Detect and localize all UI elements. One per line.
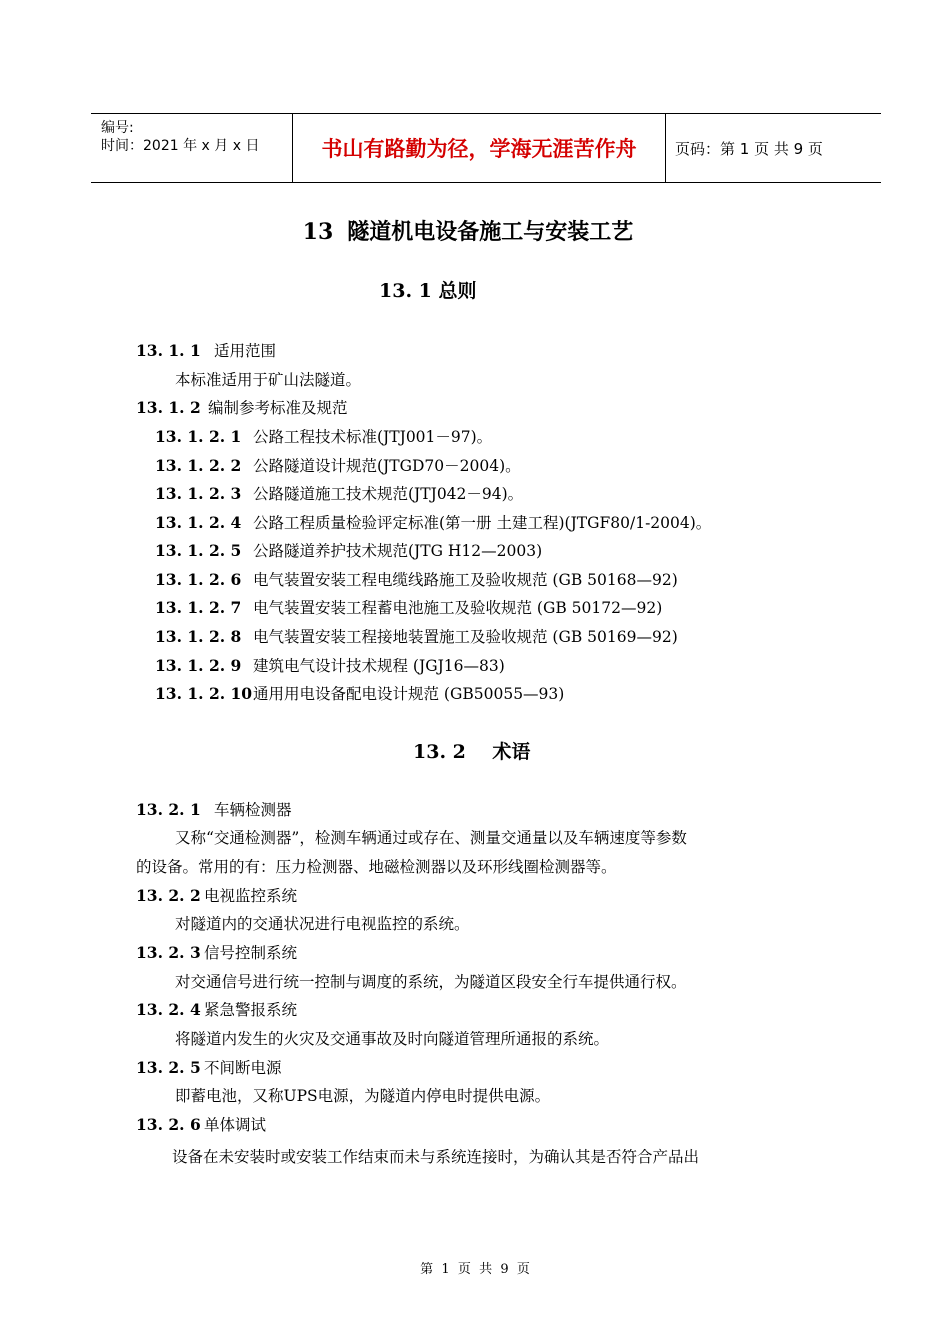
term-title: 电视监控系统 <box>204 887 298 905</box>
term-body: 即蓄电池，又称UPS电源，为隧道内停电时提供电源。 <box>175 1087 551 1105</box>
reference-number: 13. 1. 2. 4 <box>155 513 242 532</box>
reference-text: 电气装置安装工程蓄电池施工及验收规范 (GB 50172—92) <box>253 599 663 617</box>
reference-text: 建筑电气设计技术规程 (JGJ16—83) <box>253 657 505 675</box>
reference-item <box>155 539 542 561</box>
term-heading <box>136 941 297 963</box>
header-meta <box>101 119 259 155</box>
term-body: 对交通信号进行统一控制与调度的系统，为隧道区段安全行车提供通行权。 <box>175 973 687 991</box>
reference-item <box>155 454 521 476</box>
header-motto: 书山有路勤为径，学海无涯苦作舟 <box>321 137 637 161</box>
reference-number: 13. 1. 2. 8 <box>155 627 242 646</box>
chapter-title <box>0 215 950 246</box>
term-heading <box>136 1056 282 1078</box>
term-title: 单体调试 <box>204 1116 267 1134</box>
reference-text: 公路工程质量检验评定标准(第一册 土建工程)(JTGF80/1-2004)。 <box>253 514 712 532</box>
time-label: 时间：2021 年 x 月 x 日 <box>101 138 260 154</box>
reference-text: 公路工程技术标准(JTJ001－97)。 <box>253 428 493 446</box>
reference-item <box>155 425 492 447</box>
clause-title: 适用范围 <box>214 342 277 360</box>
reference-item <box>155 654 505 676</box>
chapter-number: 13 <box>302 219 334 245</box>
term-heading <box>136 998 297 1020</box>
term-title: 不间断电源 <box>204 1059 282 1077</box>
reference-item <box>155 625 678 647</box>
chapter-title-text: 隧道机电设备施工与安装工艺 <box>347 219 634 245</box>
reference-number: 13. 1. 2. 3 <box>155 484 242 503</box>
reference-number: 13. 1. 2. 7 <box>155 598 242 617</box>
reference-item <box>155 568 678 590</box>
reference-item <box>155 511 711 533</box>
document-header <box>91 113 881 183</box>
number-label: 编号: <box>101 120 134 136</box>
term-number: 13. 2. 4 <box>136 1000 201 1019</box>
page-footer: 第 1 页 共 9 页 <box>420 1262 530 1277</box>
reference-number: 13. 1. 2. 2 <box>155 456 242 475</box>
section-title-terms: 13. 2 术语 <box>413 741 531 763</box>
reference-text: 公路隧道养护技术规范(JTG H12—2003) <box>253 542 543 560</box>
reference-number: 13. 1. 2. 6 <box>155 570 242 589</box>
clause-body: 本标准适用于矿山法隧道。 <box>175 371 362 389</box>
term-number: 13. 2. 2 <box>136 886 201 905</box>
clause-heading <box>136 396 348 418</box>
term-heading <box>136 884 297 906</box>
reference-text: 公路隧道设计规范(JTGD70－2004)。 <box>253 457 521 475</box>
term-body: 将隧道内发生的火灾及交通事故及时向隧道管理所通报的系统。 <box>175 1030 610 1048</box>
term-number: 13. 2. 3 <box>136 943 201 962</box>
term-title: 紧急警报系统 <box>204 1001 298 1019</box>
clause-heading <box>136 339 276 361</box>
reference-number: 13. 1. 2. 10 <box>155 684 253 703</box>
reference-number: 13. 1. 2. 5 <box>155 541 242 560</box>
term-heading <box>136 798 292 820</box>
reference-text: 电气装置安装工程接地装置施工及验收规范 (GB 50169—92) <box>253 628 678 646</box>
section-title-general: 13. 1 总则 <box>379 280 477 302</box>
header-divider <box>665 114 666 182</box>
term-body: 又称“交通检测器”，检测车辆通过或存在、测量交通量以及车辆速度等参数 <box>175 829 687 847</box>
term-heading <box>136 1113 266 1135</box>
clause-title: 编制参考标准及规范 <box>208 399 348 417</box>
header-page-label: 页码：第 1 页 共 9 页 <box>675 139 823 158</box>
reference-item <box>155 596 662 618</box>
term-number: 13. 2. 1 <box>136 800 201 819</box>
reference-text: 通用用电设备配电设计规范 (GB50055—93) <box>253 685 565 703</box>
term-number: 13. 2. 5 <box>136 1058 201 1077</box>
reference-text: 公路隧道施工技术规范(JTJ042－94)。 <box>253 485 524 503</box>
term-number: 13. 2. 6 <box>136 1115 201 1134</box>
reference-item <box>155 682 564 704</box>
term-title: 车辆检测器 <box>214 801 292 819</box>
reference-number: 13. 1. 2. 9 <box>155 656 242 675</box>
clause-number: 13. 1. 2 <box>136 398 201 417</box>
reference-item <box>155 482 523 504</box>
term-title: 信号控制系统 <box>204 944 298 962</box>
reference-number: 13. 1. 2. 1 <box>155 427 242 446</box>
reference-text: 电气装置安装工程电缆线路施工及验收规范 (GB 50168—92) <box>253 571 678 589</box>
term-body: 的设备。常用的有：压力检测器、地磁检测器以及环形线圈检测器等。 <box>136 858 617 876</box>
clause-number: 13. 1. 1 <box>136 341 201 360</box>
term-body: 对隧道内的交通状况进行电视监控的系统。 <box>175 915 470 933</box>
term-body: 设备在未安装时或安装工作结束而未与系统连接时，为确认其是否符合产品出 <box>172 1148 700 1166</box>
